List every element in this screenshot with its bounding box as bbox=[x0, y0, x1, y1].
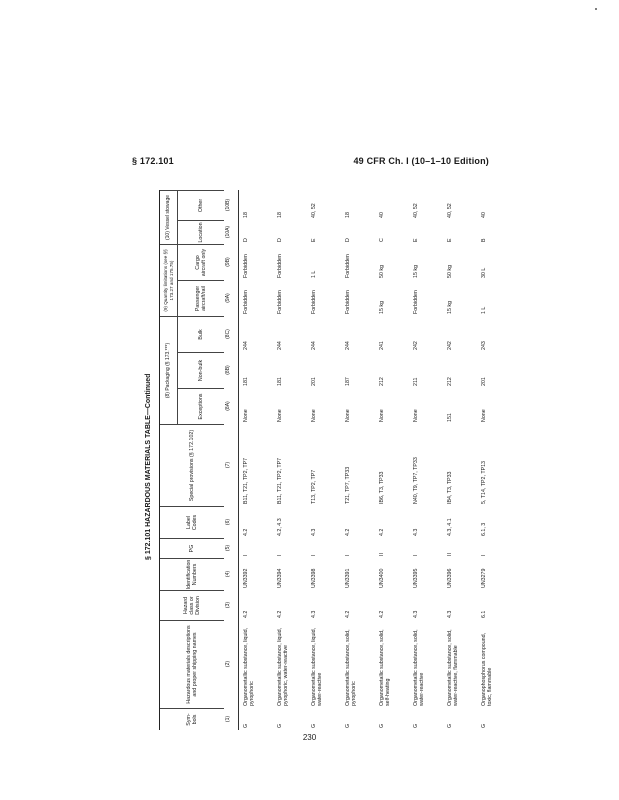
cell-sym: G bbox=[243, 723, 249, 728]
cell-name: Organometallic substance, solid, water-reactive, flammable bbox=[447, 629, 460, 706]
page-number: 230 bbox=[302, 733, 317, 742]
column-header: Exceptions bbox=[178, 388, 224, 424]
cell-pg: I bbox=[345, 554, 351, 556]
column-header: Sym-bols bbox=[160, 708, 224, 730]
cell-loc: D bbox=[345, 238, 351, 242]
table-title: § 172.101 HAZARDOUS MATERIALS TABLE—Continued bbox=[145, 373, 152, 560]
cell-bulk: 244 bbox=[243, 341, 249, 350]
cell-loc: C bbox=[379, 238, 385, 242]
column-header: Passenger aircraft/rail bbox=[178, 280, 224, 316]
cell-cls: 4.3 bbox=[447, 610, 453, 618]
cell-sym: G bbox=[345, 723, 351, 728]
cell-other: 18 bbox=[243, 212, 249, 218]
cell-pg: I bbox=[311, 554, 317, 556]
cell-exc: None bbox=[277, 409, 283, 422]
cell-sp: T21, TP7, TP33 bbox=[345, 466, 351, 504]
cell-cargo: 15 kg bbox=[413, 265, 419, 278]
column-header: Cargo aircraft only bbox=[178, 244, 224, 280]
cell-id: UN3392 bbox=[243, 568, 249, 588]
cell-sp: B11, T21, TP2, TP7 bbox=[243, 457, 249, 504]
cell-cargo: 30 L bbox=[481, 267, 487, 278]
cell-sym: G bbox=[311, 723, 317, 728]
cell-other: 18 bbox=[277, 212, 283, 218]
column-number: (1) bbox=[225, 715, 231, 723]
cell-nb: 201 bbox=[481, 377, 487, 386]
cell-id: UN3391 bbox=[345, 568, 351, 588]
cell-label: 4.2 bbox=[243, 528, 249, 536]
cell-cargo: 1 L bbox=[311, 270, 317, 278]
cell-nb: 212 bbox=[379, 377, 385, 386]
column-number: (9A) bbox=[225, 293, 231, 303]
table-row bbox=[446, 190, 480, 730]
cell-name: Organometallic substance, liquid, pyrophoric, water-reactive bbox=[277, 627, 290, 706]
table-row bbox=[344, 190, 378, 730]
cell-nb: 181 bbox=[243, 377, 249, 386]
header-rule bbox=[238, 190, 239, 730]
cell-bulk: 242 bbox=[413, 341, 419, 350]
cell-exc: None bbox=[243, 409, 249, 422]
cell-id: UN3279 bbox=[481, 568, 487, 588]
cell-cls: 6.1 bbox=[481, 610, 487, 618]
cell-name: Organometallic substance, solid, self-heating bbox=[379, 629, 392, 706]
cell-sp: 5, T14, TP2, TP13 bbox=[481, 461, 487, 504]
cell-bulk: 244 bbox=[277, 341, 283, 350]
cell-pg: I bbox=[243, 554, 249, 556]
cell-cls: 4.2 bbox=[379, 610, 385, 618]
column-header: Location bbox=[178, 220, 224, 244]
cell-pax: Forbidden bbox=[243, 290, 249, 314]
cell-cargo: Forbidden bbox=[277, 254, 283, 278]
cell-loc: D bbox=[277, 238, 283, 242]
running-head-left: § 172.101 bbox=[132, 156, 174, 166]
cell-exc: None bbox=[379, 409, 385, 422]
column-number: (6) bbox=[225, 518, 231, 526]
column-header: Hazardous materials descriptions and proper shipping names bbox=[160, 620, 224, 708]
table-body bbox=[159, 190, 520, 730]
cell-pg: I bbox=[481, 554, 487, 556]
cell-sym: G bbox=[447, 723, 453, 728]
cell-label: 4.2 bbox=[379, 528, 385, 536]
cell-sym: G bbox=[413, 723, 419, 728]
column-number: (5) bbox=[225, 544, 231, 552]
cell-exc: None bbox=[413, 409, 419, 422]
cell-cargo: Forbidden bbox=[243, 254, 249, 278]
cell-other: 40, 52 bbox=[447, 203, 453, 218]
cell-pax: 15 kg bbox=[447, 301, 453, 314]
cell-id: UN3396 bbox=[447, 568, 453, 588]
cell-id: UN3394 bbox=[277, 568, 283, 588]
cell-label: 4.3 bbox=[311, 528, 317, 536]
cell-cargo: 50 kg bbox=[379, 265, 385, 278]
cell-loc: E bbox=[413, 238, 419, 242]
cell-pax: Forbidden bbox=[345, 290, 351, 314]
rotated-table-container bbox=[145, 190, 525, 730]
cell-cls: 4.2 bbox=[277, 610, 283, 618]
column-header: Label Codes bbox=[160, 506, 224, 538]
cell-nb: 211 bbox=[413, 377, 419, 386]
cell-exc: None bbox=[481, 409, 487, 422]
cell-exc: 151 bbox=[447, 413, 453, 422]
cell-loc: E bbox=[447, 238, 453, 242]
cell-cls: 4.2 bbox=[345, 610, 351, 618]
cell-sp: IB6, T3, TP33 bbox=[379, 471, 385, 504]
cell-bulk: 243 bbox=[481, 341, 487, 350]
cell-sp: IB4, T3, TP33 bbox=[447, 471, 453, 504]
column-number: (8A) bbox=[225, 401, 231, 411]
table-row bbox=[412, 190, 446, 730]
cell-cls: 4.2 bbox=[243, 610, 249, 618]
running-head-right: 49 CFR Ch. I (10–1–10 Edition) bbox=[353, 156, 489, 166]
cell-label: 4.2, 4.3 bbox=[277, 518, 283, 536]
cell-name: Organometallic substance, liquid, water-reactive bbox=[311, 627, 324, 706]
cell-sym: G bbox=[379, 723, 385, 728]
cell-pg: I bbox=[413, 554, 419, 556]
cell-loc: B bbox=[481, 238, 487, 242]
column-header: Hazard class or Division bbox=[160, 590, 224, 620]
cell-other: 40 bbox=[481, 212, 487, 218]
cell-bulk: 241 bbox=[379, 341, 385, 350]
cell-pax: Forbidden bbox=[311, 290, 317, 314]
cell-other: 40, 52 bbox=[413, 203, 419, 218]
cell-pg: II bbox=[447, 553, 453, 556]
cell-other: 40, 52 bbox=[311, 203, 317, 218]
table-row bbox=[242, 190, 276, 730]
cell-loc: E bbox=[311, 238, 317, 242]
column-number: (10A) bbox=[225, 225, 231, 239]
hazmat-table bbox=[145, 190, 525, 730]
cell-pax: 15 kg bbox=[379, 301, 385, 314]
group-head-quantity: (9) Quantity limitations (see §§ 173.27 and 175.75) bbox=[160, 244, 178, 316]
group-head-packaging: (8) Packaging (§ 173.***) bbox=[160, 316, 178, 424]
cell-label: 4.3 bbox=[413, 528, 419, 536]
column-number: (3) bbox=[225, 601, 231, 609]
cell-label: 6.1, 3 bbox=[481, 522, 487, 536]
cell-cls: 4.3 bbox=[311, 610, 317, 618]
cell-loc: D bbox=[243, 238, 249, 242]
cell-pax: Forbidden bbox=[413, 290, 419, 314]
cell-id: UN3400 bbox=[379, 568, 385, 588]
cell-name: Organometallic substance, solid, pyrophoric bbox=[345, 629, 358, 706]
cell-sp: B11, T21, TP2, TP7 bbox=[277, 457, 283, 504]
cell-cargo: Forbidden bbox=[345, 254, 351, 278]
cell-id: UN3398 bbox=[311, 568, 317, 588]
cell-cargo: 50 kg bbox=[447, 265, 453, 278]
column-number: (10B) bbox=[225, 198, 231, 212]
column-header: Other bbox=[178, 190, 224, 220]
cell-sym: G bbox=[481, 723, 487, 728]
cell-sym: G bbox=[277, 723, 283, 728]
column-number: (7) bbox=[225, 461, 231, 469]
cell-bulk: 244 bbox=[345, 341, 351, 350]
cell-nb: 187 bbox=[345, 377, 351, 386]
column-number: (8C) bbox=[225, 329, 231, 339]
column-header: Bulk bbox=[178, 316, 224, 352]
group-head-vessel: (10) Vessel stowage bbox=[160, 190, 178, 244]
cell-pax: 1 L bbox=[481, 306, 487, 314]
column-header: Non-bulk bbox=[178, 352, 224, 388]
cell-label: 4.3, 4.1 bbox=[447, 518, 453, 536]
table-row bbox=[276, 190, 310, 730]
cell-other: 40 bbox=[379, 212, 385, 218]
column-number: (4) bbox=[225, 570, 231, 578]
column-number: (9B) bbox=[225, 257, 231, 267]
cell-bulk: 242 bbox=[447, 341, 453, 350]
cell-nb: 201 bbox=[311, 377, 317, 386]
table-row bbox=[480, 190, 514, 730]
column-header: Special provisions (§ 172.102) bbox=[160, 424, 224, 506]
cell-nb: 181 bbox=[277, 377, 283, 386]
column-number: (2) bbox=[225, 660, 231, 668]
scan-speck bbox=[595, 8, 597, 10]
cell-name: Organometallic substance, solid, water-reactive bbox=[413, 629, 426, 706]
cell-nb: 212 bbox=[447, 377, 453, 386]
cell-cls: 4.3 bbox=[413, 610, 419, 618]
cell-bulk: 244 bbox=[311, 341, 317, 350]
cell-sp: T13, TP2, TP7 bbox=[311, 469, 317, 504]
cell-exc: None bbox=[311, 409, 317, 422]
cell-pax: Forbidden bbox=[277, 290, 283, 314]
cell-id: UN3395 bbox=[413, 568, 419, 588]
cell-sp: N40, T9, TP7, TP33 bbox=[413, 457, 419, 504]
cell-name: Organometallic substance, liquid, pyrophoric bbox=[243, 627, 256, 706]
column-header: Identification Numbers bbox=[160, 558, 224, 590]
cell-exc: None bbox=[345, 409, 351, 422]
table-row bbox=[378, 190, 412, 730]
table-row bbox=[310, 190, 344, 730]
cell-label: 4.2 bbox=[345, 528, 351, 536]
cell-name: Organophosphorus compound, toxic, flammable bbox=[481, 632, 494, 706]
column-header: PG bbox=[160, 538, 224, 558]
cell-pg: I bbox=[277, 554, 283, 556]
cell-pg: II bbox=[379, 553, 385, 556]
cell-other: 18 bbox=[345, 212, 351, 218]
column-number: (8B) bbox=[225, 365, 231, 375]
